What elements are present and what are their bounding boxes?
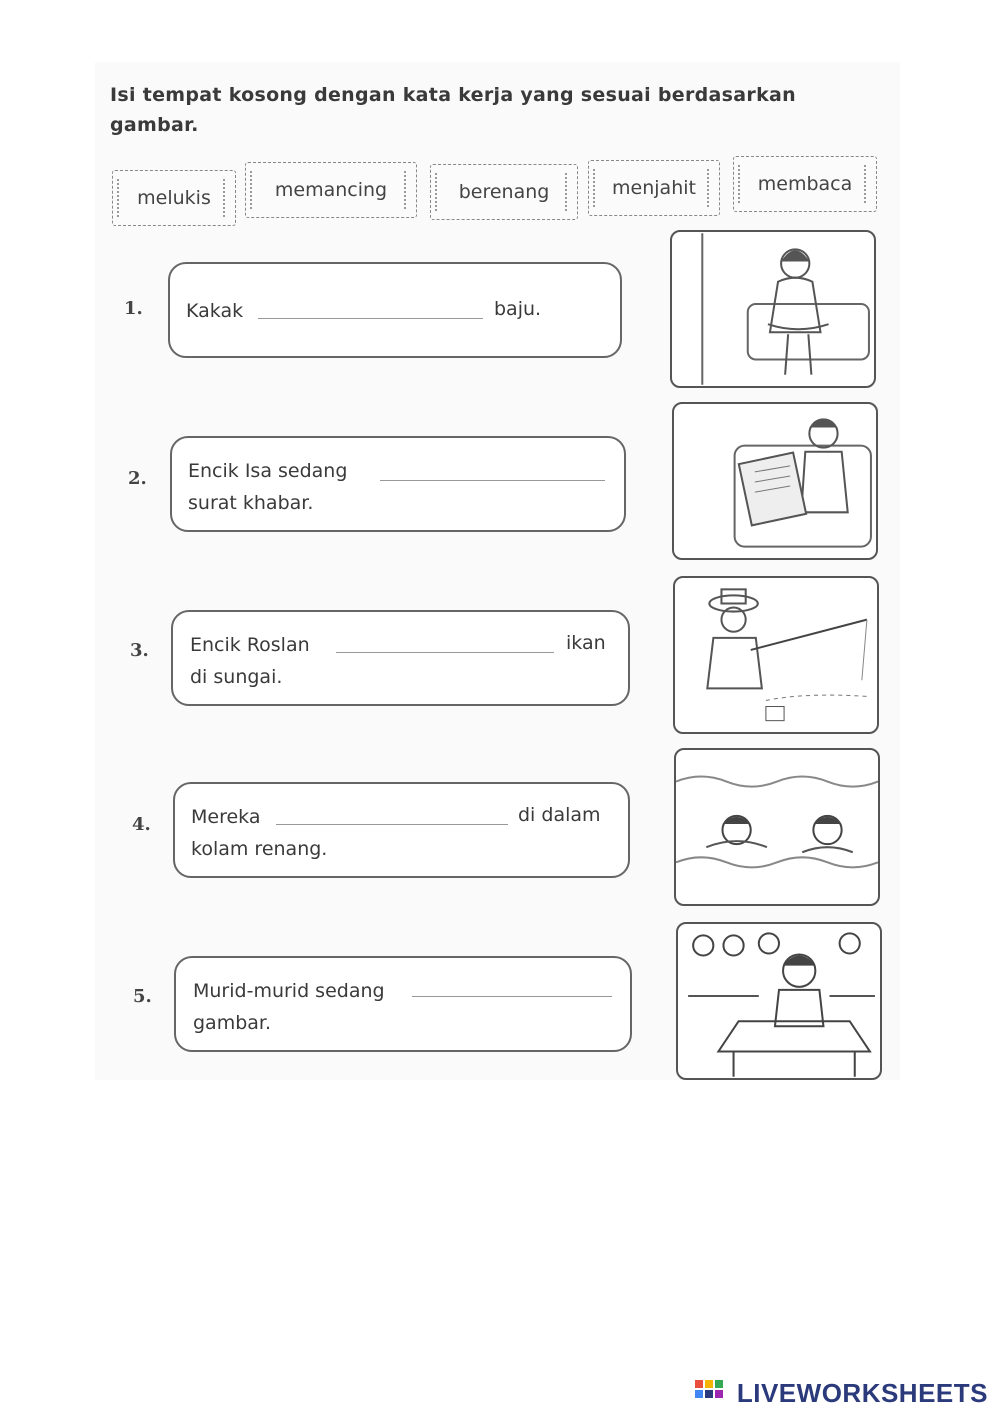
- answer-blank-2[interactable]: [380, 480, 605, 481]
- word-option: menjahit: [588, 160, 720, 216]
- liveworksheets-logo-icon: [695, 1380, 727, 1406]
- swimming-picture: [674, 748, 880, 906]
- question-box-4: [173, 782, 630, 878]
- word-option: melukis: [112, 170, 236, 226]
- question-text: di dalam: [518, 804, 601, 826]
- question-text: Encik Isa sedang: [188, 460, 348, 482]
- footer-brand[interactable]: LIVEWORKSHEETS: [736, 1378, 988, 1408]
- word-option: memancing: [245, 162, 417, 218]
- question-number: 1.: [124, 298, 143, 319]
- question-text: Mereka: [191, 806, 261, 828]
- answer-blank-5[interactable]: [412, 996, 612, 997]
- question-text: di sungai.: [190, 666, 283, 688]
- reading-picture: [672, 402, 878, 560]
- question-text: Encik Roslan: [190, 634, 310, 656]
- word-option: membaca: [733, 156, 877, 212]
- question-text: surat khabar.: [188, 492, 314, 514]
- question-text: ikan: [566, 632, 606, 654]
- sewing-illustration: [672, 232, 874, 386]
- question-text: gambar.: [193, 1012, 272, 1034]
- question-box-5: [174, 956, 632, 1052]
- question-number: 3.: [130, 640, 149, 661]
- instruction-text: Isi tempat kosong dengan kata kerja yang sesuai berdasarkan gambar.: [110, 84, 796, 136]
- reading-illustration: [674, 404, 876, 558]
- fishing-illustration: [675, 578, 877, 732]
- question-text: Murid-murid sedang: [193, 980, 385, 1002]
- question-box-2: [170, 436, 626, 532]
- question-number: 5.: [133, 986, 152, 1007]
- answer-blank-3[interactable]: [336, 652, 554, 653]
- word-bank: [0, 158, 1000, 218]
- swimming-illustration: [676, 750, 878, 904]
- answer-blank-4[interactable]: [276, 824, 508, 825]
- answer-blank-1[interactable]: [258, 318, 483, 319]
- fishing-picture: [673, 576, 879, 734]
- question-text: kolam renang.: [191, 838, 328, 860]
- question-text: Kakak: [186, 300, 244, 322]
- drawing-picture: [676, 922, 882, 1080]
- question-box-3: [171, 610, 630, 706]
- question-number: 4.: [132, 814, 151, 835]
- word-option: berenang: [430, 164, 578, 220]
- question-number: 2.: [128, 468, 147, 489]
- question-text: baju.: [494, 298, 542, 320]
- drawing-illustration: [678, 924, 880, 1078]
- sewing-picture: [670, 230, 876, 388]
